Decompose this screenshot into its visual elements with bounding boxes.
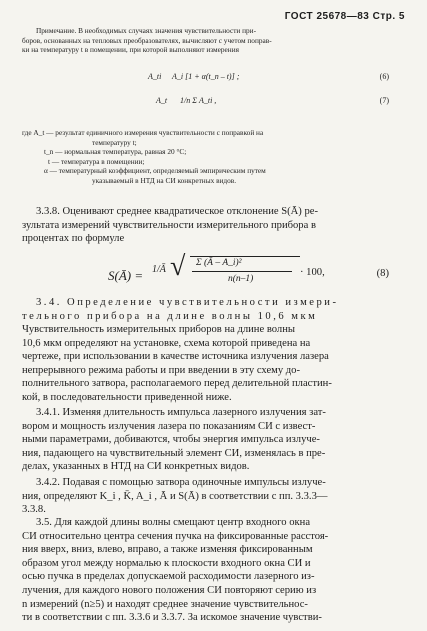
para-line: образом угол между нормалью к плоскости входного окна СИ и bbox=[22, 557, 311, 569]
para-line: 3.4.2. Подавая с помощью затвора одиночные импульсы излуче- bbox=[36, 477, 326, 488]
section-3-4-heading bbox=[22, 296, 392, 323]
para-line: процентах по формуле bbox=[22, 233, 125, 245]
para-line: 3.3.8. Оценивают среднее квадратическое отклонение S(Ā) ре- bbox=[36, 206, 318, 217]
para-line: вором и мощность излучения лазера по показаниям СИ с извест- bbox=[22, 420, 316, 432]
para-line: зультата измерений чувствительности измерительного прибора в bbox=[22, 219, 316, 231]
heading-line: 3.4. Определение чувствительности измери- bbox=[36, 297, 339, 308]
eq8-frac: 1/Ā bbox=[152, 264, 166, 275]
para-line: 3.4.1. Изменяя длительность импульса лазерного излучения зат- bbox=[36, 407, 326, 418]
eq8-lhs: S(Ā) = bbox=[108, 268, 144, 283]
eq8-tail: · 100, bbox=[300, 267, 325, 278]
para-line: полнительного затвора, располагаемого перед делительной пластин- bbox=[22, 378, 332, 390]
definitions bbox=[22, 128, 392, 186]
note-line: ки на температуру t в помещении, при которой выполняют измерения bbox=[22, 45, 239, 55]
def-line: α — температурный коэффициент, определяемый эмпирическим путем bbox=[44, 166, 266, 176]
eq7-rhs: 1/n Σ A_ti , bbox=[180, 96, 217, 105]
radical-bar bbox=[190, 256, 300, 257]
para-line: чертеже, при использовании в качестве источника излучения лазера bbox=[22, 351, 329, 363]
para-3-4 bbox=[22, 323, 392, 405]
para-line: 3.3.8. bbox=[22, 504, 46, 516]
def-line: где A_t — результат единичного измерения чувствительности с поправкой на bbox=[22, 128, 264, 137]
para-line: СИ относительно центра сечения пучка на фиксированные расстоя- bbox=[22, 530, 329, 542]
eq7-lhs: A_t bbox=[156, 96, 168, 105]
eq7-number: (7) bbox=[379, 96, 389, 105]
para-line: ния вверх, вниз, влево, вправо, а также изменяя фиксированным bbox=[22, 544, 313, 556]
eq6-rhs: A_i [1 + α(t_n – t)] ; bbox=[172, 72, 240, 81]
para-line: 3.5. Для каждой длины волны смещают центр входного окна bbox=[36, 517, 311, 528]
para-line: 10,6 мкм определяют на установке, схема которой приведена на bbox=[22, 337, 311, 349]
def-line: указываемый в НТД на СИ конкретных видов. bbox=[92, 175, 237, 185]
para-3-3-8 bbox=[22, 205, 392, 246]
para-line: ти в соответствии с пп. 3.3.6 и 3.3.7. За искомое значение чувстви- bbox=[22, 612, 322, 624]
def-line: температуру t; bbox=[92, 137, 137, 147]
def-line: t — температура в помещении; bbox=[48, 156, 145, 166]
para-line: ния, падающего на чувствительный элемент СИ, изменялась в пре- bbox=[22, 447, 326, 459]
para-3-4-1 bbox=[22, 406, 392, 474]
para-line: n измерений (n≥5) и находят среднее значение чувствительнос- bbox=[22, 598, 308, 610]
para-line: ния, определяют K_i , K̄, A_i , Ā и S(Ā) в соответствии с пп. 3.3.3— bbox=[22, 490, 328, 502]
eq6-number: (6) bbox=[379, 72, 389, 81]
para-line: непрерывного режима работы и при введении в эту схему до- bbox=[22, 364, 301, 376]
eq6-lhs: A_ti bbox=[148, 72, 162, 81]
para-line: лучения, для каждого нового положения СИ повторяют серию из bbox=[22, 584, 317, 596]
para-line: Чувствительность измерительных приборов на длине волны bbox=[22, 324, 295, 335]
para-line: кой, в последовательности приведенной ниже. bbox=[22, 391, 232, 403]
para-line: ными параметрами, добиваются, чтобы энергия импульса излуче- bbox=[22, 434, 320, 446]
page-header: ГОСТ 25678—83 Стр. 5 bbox=[284, 11, 405, 22]
heading-line: тельного прибора на длине волны 10,6 мкм bbox=[22, 310, 318, 322]
radical-sign: √ bbox=[170, 251, 186, 282]
note-block bbox=[22, 26, 392, 55]
eq8-denominator: n(n–1) bbox=[228, 274, 254, 284]
note-line: Примечание. В необходимых случаях значения чувствительности при- bbox=[36, 26, 257, 35]
eq8-numerator: Σ (Ā – A_i)² bbox=[196, 258, 242, 268]
eq8-number: (8) bbox=[376, 268, 389, 279]
para-line: осью пучка в пределах допускаемой расходимости лазерного из- bbox=[22, 571, 315, 583]
note-line: боров, основанных на тепловых преобразователях, вычисляют с учетом поправ- bbox=[22, 35, 272, 45]
fraction-bar bbox=[192, 271, 292, 272]
def-line: t_n — нормальная температура, равная 20 °C; bbox=[44, 147, 187, 157]
para-line: делах, указанных в НТД на СИ конкретных видов. bbox=[22, 461, 250, 473]
para-3-5 bbox=[22, 486, 392, 625]
